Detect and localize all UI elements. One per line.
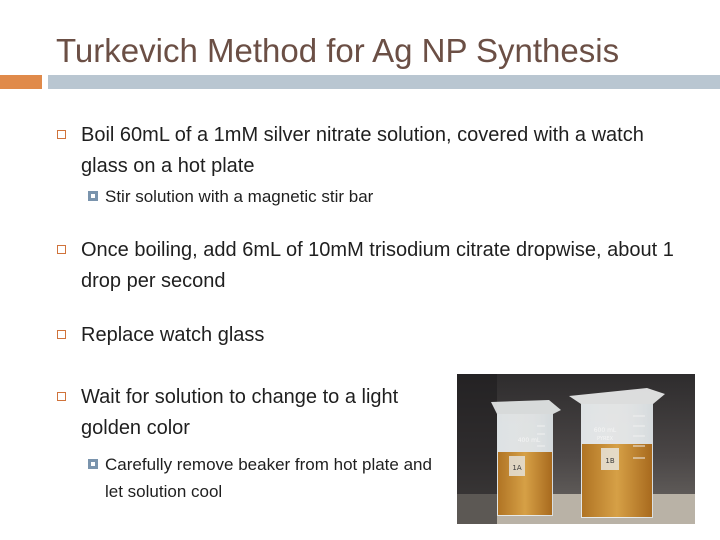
hollow-square-bullet-icon	[57, 130, 66, 139]
bullet-text: Replace watch glass	[81, 324, 265, 346]
subbullet-stir	[88, 183, 448, 210]
hollow-square-bullet-icon	[57, 392, 66, 401]
filled-square-bullet-icon	[88, 459, 98, 469]
title-rule-bar	[48, 75, 720, 89]
hollow-square-bullet-icon	[57, 245, 66, 254]
subbullet-cool	[88, 451, 448, 505]
left-beaker	[491, 400, 561, 516]
bullet-boil	[57, 120, 677, 182]
bullet-replace-glass	[57, 320, 677, 351]
left-beaker-volume-label: 400 mL	[517, 437, 541, 444]
bullet-text: Boil 60mL of a 1mM silver nitrate solution, covered with a watch glass on a hot plate	[81, 124, 644, 177]
filled-square-bullet-icon	[88, 191, 98, 201]
left-beaker-sample-label: 1A	[512, 464, 522, 472]
subbullet-text: Carefully remove beaker from hot plate and let solution cool	[105, 455, 432, 501]
right-beaker-volume-label: 600 mL	[593, 427, 617, 434]
beakers-illustration	[457, 374, 695, 524]
bullet-add-citrate	[57, 235, 677, 297]
beakers-photo	[457, 374, 695, 524]
right-beaker	[569, 388, 665, 518]
subbullet-text: Stir solution with a magnetic stir bar	[105, 187, 374, 206]
slide-title: Turkevich Method for Ag NP Synthesis	[56, 32, 620, 69]
right-beaker-sample-label: 1B	[605, 457, 615, 465]
title-accent-bar	[0, 75, 42, 89]
hollow-square-bullet-icon	[57, 330, 66, 339]
bullet-text: Once boiling, add 6mL of 10mM trisodium citrate dropwise, about 1 drop per second	[81, 239, 674, 292]
right-beaker-brand: PYREX	[596, 436, 614, 442]
bullet-text: Wait for solution to change to a light golden color	[81, 386, 399, 439]
bullet-wait-golden	[57, 382, 437, 444]
